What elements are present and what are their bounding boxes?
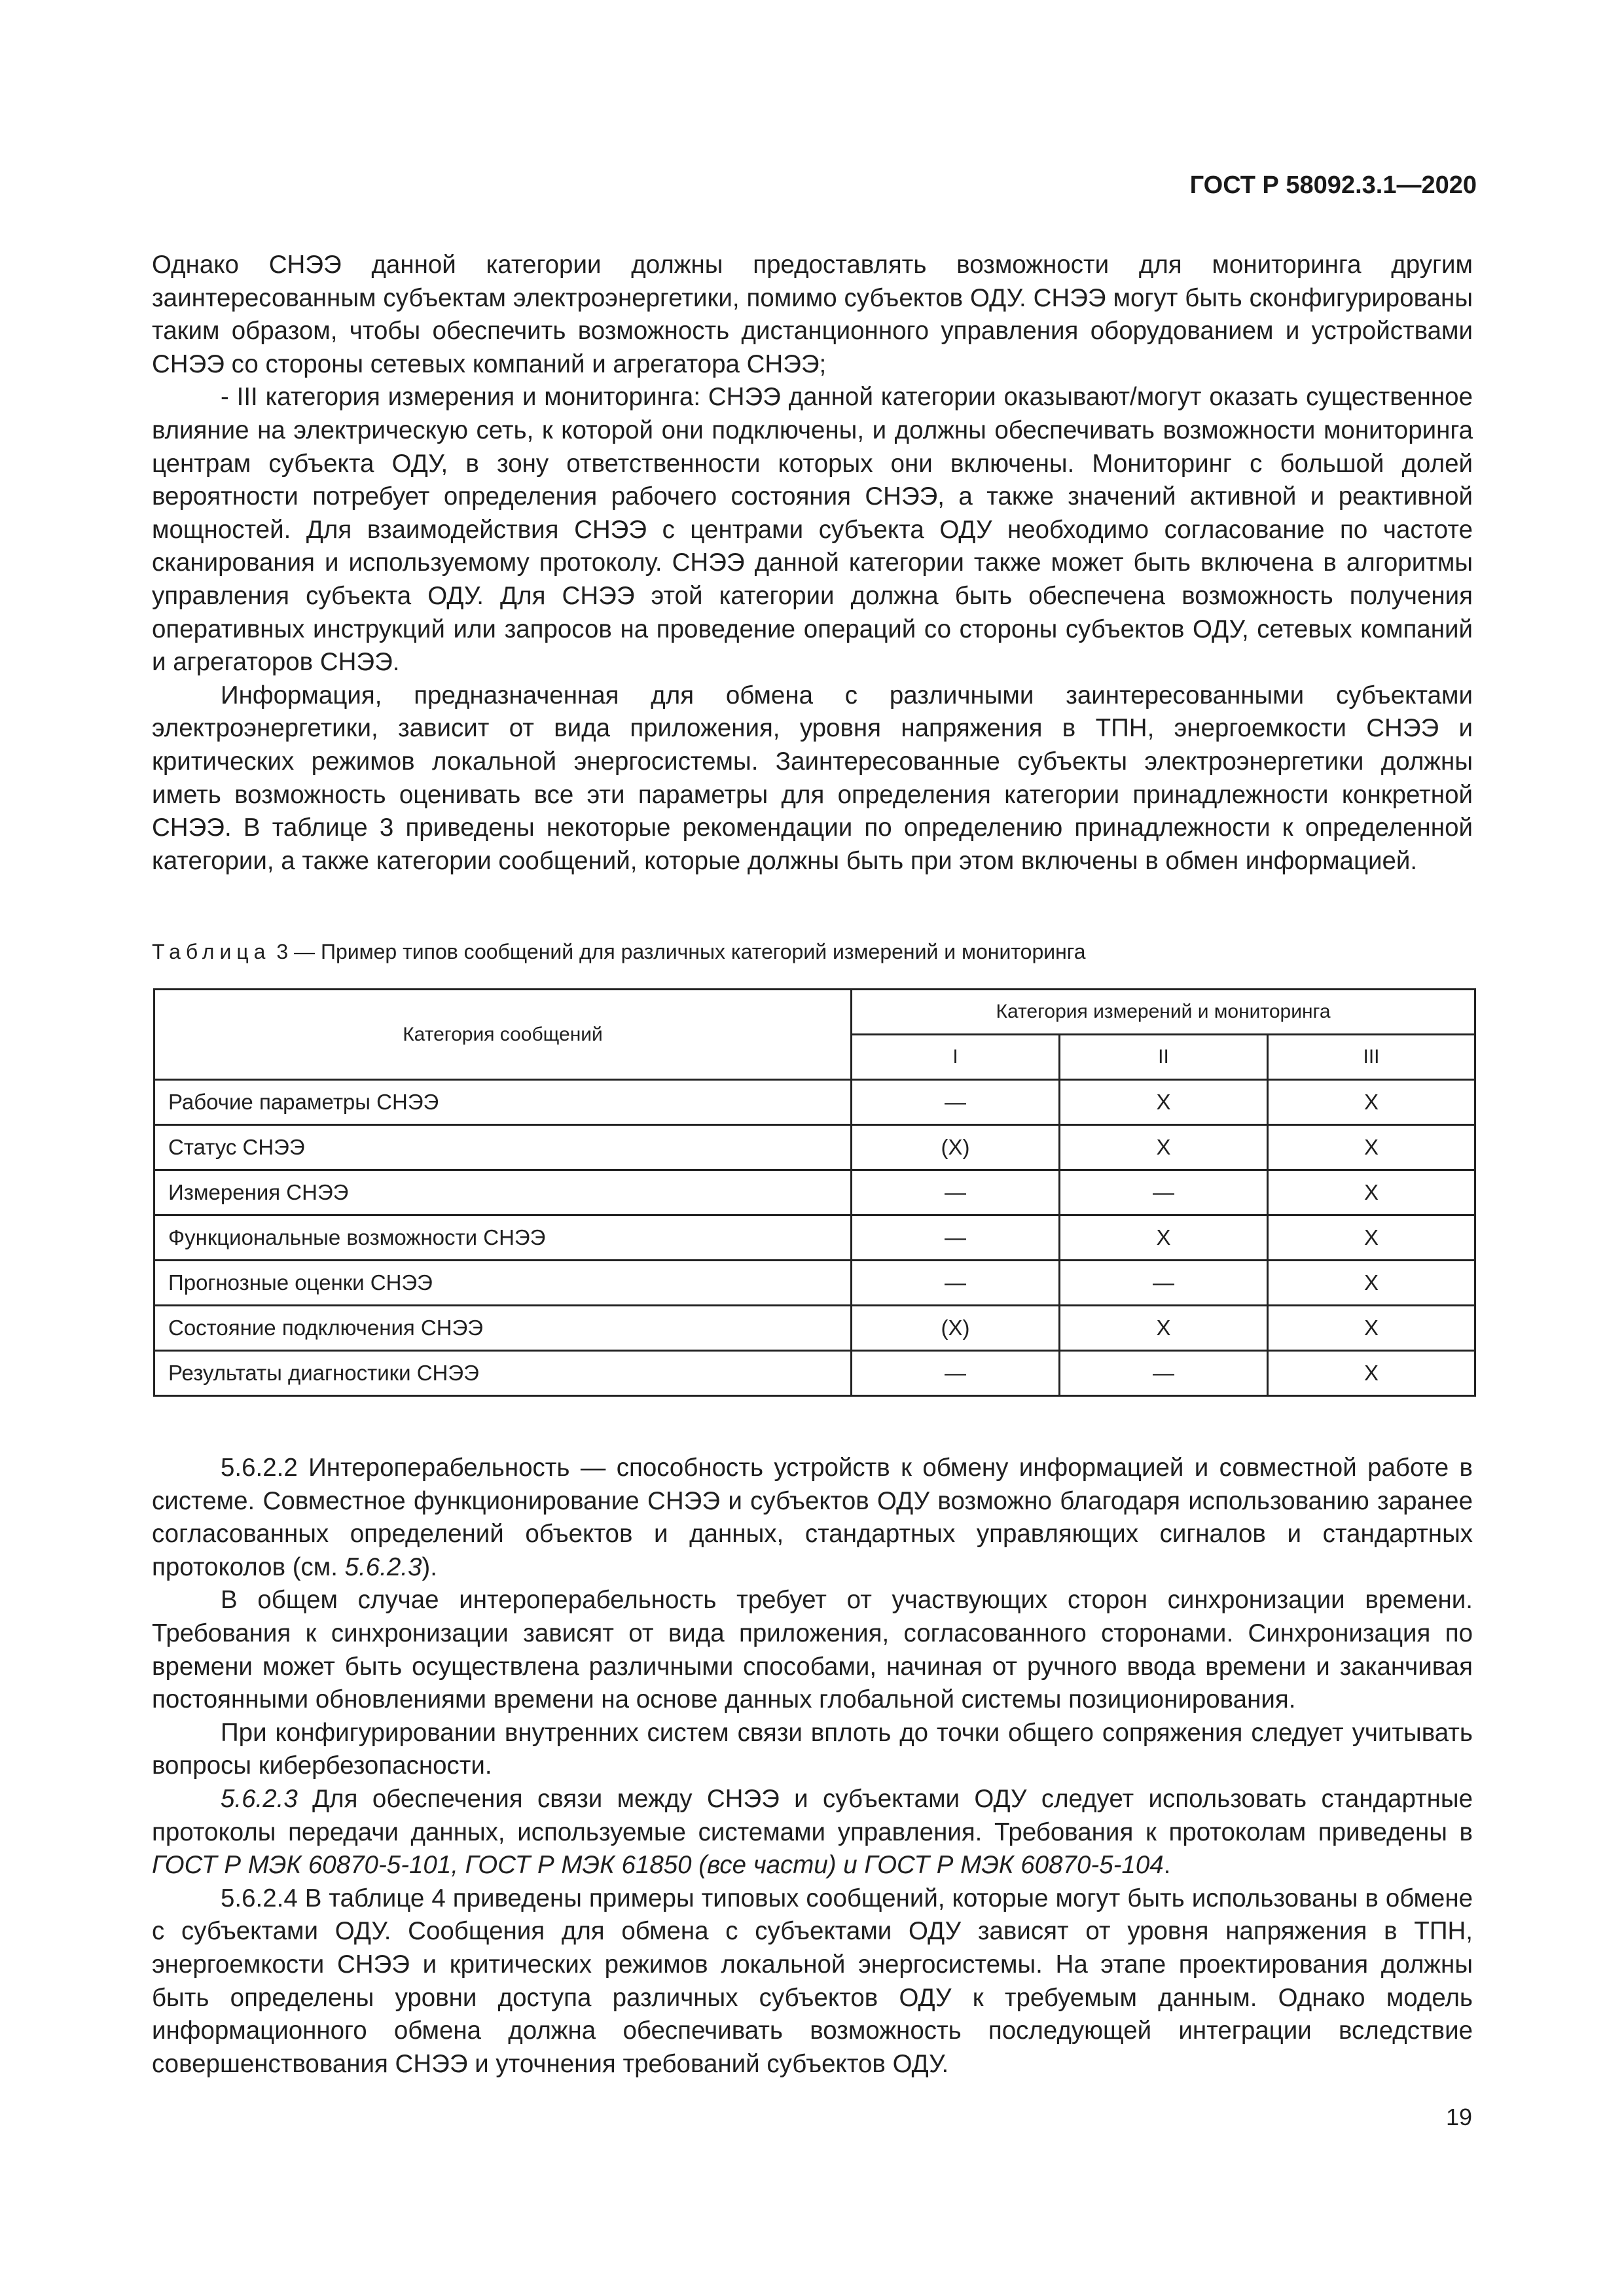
paragraph-5-6-2-3 [152,1783,1473,1882]
row-label: Статус СНЭЭ [154,1125,852,1170]
cell-i: — [852,1351,1060,1396]
cell-iii: X [1268,1215,1475,1261]
cell-i: — [852,1215,1060,1261]
header-measurement-category: Категория измерений и мониторинга [852,990,1475,1035]
paragraph-5-6-2-2 [152,1452,1473,1584]
cell-iii: X [1268,1306,1475,1351]
section-number: 5.6.2.3 [221,1784,298,1813]
cell-iii: X [1268,1351,1475,1396]
cell-iii: X [1268,1125,1475,1170]
header-col-iii: III [1268,1035,1475,1080]
row-label: Функциональные возможности СНЭЭ [154,1215,852,1261]
cell-ii: — [1060,1351,1268,1396]
paragraph-text: 5.6.2.2 Интероперабельность — способность устройств к обмену информацией и совместной работе в системе. Совместное функционирование СНЭЭ и субъектов ОДУ возможно благодаря использованию заранее согласованных определений объектов и данных, стандартных управляющих сигналов и стандартных протоколов (см. [152,1454,1473,1581]
section-reference: 5.6.2.3 [344,1552,422,1581]
cell-ii: X [1060,1215,1268,1261]
text-block-bottom [152,1452,1473,2081]
paragraph: При конфигурировании внутренних систем связи вплоть до точки общего сопряжения следует учитывать вопросы кибербезопасности. [152,1718,1473,1780]
cell-ii: — [1060,1261,1268,1306]
cell-i: (X) [852,1125,1060,1170]
document-header: ГОСТ Р 58092.3.1—2020 [1189,171,1477,199]
table-row [154,1215,1475,1261]
row-label: Измерения СНЭЭ [154,1170,852,1215]
table-caption-text: 3 — Пример типов сообщений для различных категорий измерений и мониторинга [270,940,1086,963]
table-row [154,1080,1475,1125]
cell-iii: X [1268,1261,1475,1306]
cell-i: — [852,1170,1060,1215]
message-category-table [153,988,1476,1397]
text-block-top [152,249,1473,878]
cell-i: — [852,1261,1060,1306]
cell-i: (X) [852,1306,1060,1351]
paragraph-category-iii: - III категория измерения и мониторинга: СНЭЭ данной категории оказывают/могут оказать существенное влияние на электрическую сеть, к которой они подключены, и должны обеспечивать возможности мониторинга центрам субъекта ОДУ, в зону ответственности которых они включены. Мониторинг с большой долей вероятности потребует определения рабочего состояния СНЭЭ, а также значений активной и реактивной мощностей. Для взаимодействия СНЭЭ с центрами субъекта ОДУ необходимо согласование по частоте сканирования и используемому протоколу. СНЭЭ данной категории также может быть включена в алгоритмы управления субъекта ОДУ. Для СНЭЭ этой категории должна быть обеспечена возможность получения оперативных инструкций или запросов на проведение операций со стороны субъектов ОДУ, сетевых компаний и агрегаторов СНЭЭ. [152,383,1473,677]
cell-i: — [852,1080,1060,1125]
paragraph-5-6-2-4: 5.6.2.4 В таблице 4 приведены примеры типовых сообщений, которые могут быть использованы в обмене с субъектами ОДУ. Сообщения для обмена с субъектами ОДУ зависят от уровня напряжения в ТПН, энергоемкости СНЭЭ и критических режимов локальной энергосистемы. На этапе проектирования должны быть определены уровни доступа различных субъектов ОДУ к требуемым данным. Однако модель информационного обмена должна обеспечивать возможность последующей интеграции вследствие совершенствования СНЭЭ и уточнения требований субъектов ОДУ. [152,1884,1473,2078]
row-label: Результаты диагностики СНЭЭ [154,1351,852,1396]
paragraph: В общем случае интероперабельность требует от участвующих сторон синхронизации времени. Требования к синхронизации зависят от вида приложения, согласованного сторонами. Синхронизация по времени может быть осуществлена различными способами, начиная от ручного ввода времени и заканчивая постоянными обновлениями времени на основе данных глобальной системы позиционирования. [152,1586,1473,1714]
paragraph-text: . [1163,1851,1171,1880]
table-caption [152,939,1086,965]
standard-references: ГОСТ Р МЭК 60870-5-101, ГОСТ Р МЭК 61850 (все части) и ГОСТ Р МЭК 60870-5-104 [152,1851,1164,1880]
header-col-i: I [852,1035,1060,1080]
table-row [154,1125,1475,1170]
paragraph-text: Для обеспечения связи между СНЭЭ и субъектами ОДУ следует использовать стандартные протоколы передачи данных, используемые системами управления. Требования к протоколам приведены в [152,1784,1473,1846]
table-row [154,1351,1475,1396]
cell-iii: X [1268,1080,1475,1125]
row-label: Рабочие параметры СНЭЭ [154,1080,852,1125]
table-row [154,1306,1475,1351]
paragraph: Информация, предназначенная для обмена с различными заинтересованными субъектами электроэнергетики, зависит от вида приложения, уровня напряжения в ТПН, энергоемкости СНЭЭ и критических режимов локальной энергосистемы. Заинтересованные субъекты электроэнергетики должны иметь возможность оценивать все эти параметры для определения категории принадлежности конкретной СНЭЭ. В таблице 3 приведены некоторые рекомендации по определению принадлежности к определенной категории, а также категории сообщений, которые должны быть при этом включены в обмен информацией. [152,681,1473,875]
header-col-ii: II [1060,1035,1268,1080]
cell-ii: X [1060,1125,1268,1170]
cell-ii: X [1060,1306,1268,1351]
paragraph-text: ). [422,1552,437,1581]
cell-iii: X [1268,1170,1475,1215]
cell-ii: — [1060,1170,1268,1215]
header-message-category: Категория сообщений [154,990,852,1080]
row-label: Состояние подключения СНЭЭ [154,1306,852,1351]
table-row [154,1261,1475,1306]
paragraph: Однако СНЭЭ данной категории должны предоставлять возможности для мониторинга другим заинтересованным субъектам электроэнергетики, помимо субъектов ОДУ. СНЭЭ могут быть сконфигурированы таким образом, чтобы обеспечить возможность дистанционного управления оборудованием и устройствами СНЭЭ со стороны сетевых компаний и агрегатора СНЭЭ; [152,251,1473,378]
cell-ii: X [1060,1080,1268,1125]
page-number: 19 [1445,2104,1472,2130]
row-label: Прогнозные оценки СНЭЭ [154,1261,852,1306]
table-row [154,1170,1475,1215]
table-caption-label: Таблица [152,940,271,963]
